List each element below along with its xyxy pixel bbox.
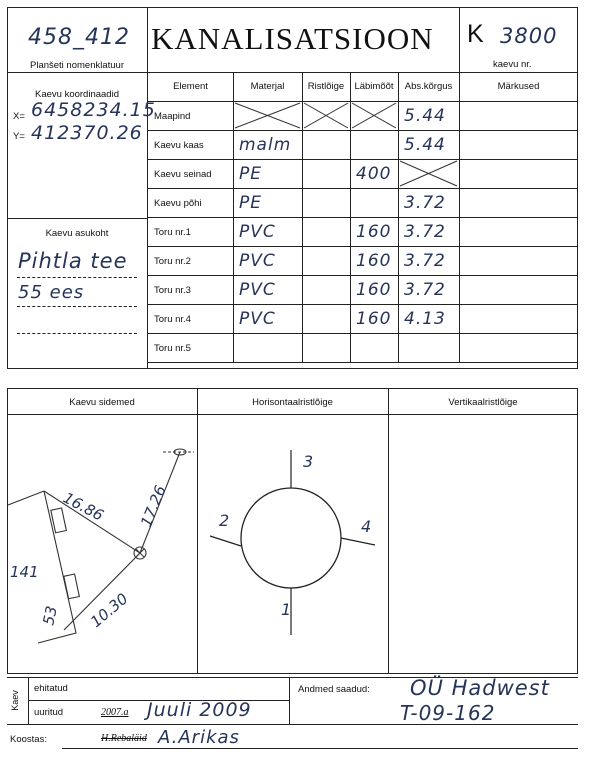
dist1-text: 16.86 (60, 488, 107, 525)
table-cell-diameter: 400 (356, 164, 392, 184)
table-header-5: Märkused (497, 81, 540, 92)
table-header-4: Abs.kõrgus (404, 81, 453, 92)
table-cell-material: PVC (239, 222, 276, 242)
location-label: Kaevu asukoht (45, 228, 109, 239)
table-cell-elevation: 3.72 (404, 280, 446, 300)
table-cell-diameter: 160 (356, 280, 392, 300)
built-label: ehitatud (34, 683, 68, 694)
table-header-3: Läbimõõt (354, 81, 394, 92)
sketch-col1-label: Kaevu sidemed (69, 397, 135, 408)
compiled-hand: A.Arikas (158, 727, 240, 748)
table-cell-material: malm (239, 135, 292, 155)
table-cell-element: Kaevu põhi (154, 198, 202, 209)
data-from-label: Andmed saadud: (298, 684, 370, 695)
coordinate-x-label: X= (13, 111, 25, 122)
dist3-text: 10.30 (87, 589, 132, 632)
manhole-circle (241, 488, 341, 588)
footer-middle-divider (289, 677, 290, 724)
well-label: kaevu nr. (493, 59, 532, 70)
pipe3-text: 3 (303, 452, 314, 471)
pipe1-text: 1 (281, 600, 292, 619)
footer-side-label: Kaev (9, 690, 20, 711)
well-letter: K (467, 20, 484, 48)
table-cell-elevation: 3.72 (404, 193, 446, 213)
table-cell-element: Maapind (154, 111, 191, 122)
table-cell-material: PVC (239, 251, 276, 271)
data-from-line1: OÜ Hadwest (410, 676, 550, 700)
sketch-col2-label: Horisontaalristlõige (252, 397, 333, 408)
surveyed-printed: 2007.a (101, 707, 129, 718)
coordinate-x-value: 6458234.15 (31, 99, 156, 121)
table-header-2: Ristlõige (307, 81, 345, 92)
house-bottom-text: 53 (39, 604, 61, 627)
compiled-line (62, 748, 578, 749)
house-left-text: 141 (10, 563, 39, 581)
sketch-col3-label: Vertikaalristlõige (448, 397, 518, 408)
page-title: KANALISATSIOON (151, 21, 434, 56)
plansheet-number: 458_412 (28, 25, 130, 50)
table-cell-elevation: 3.72 (404, 222, 446, 242)
location-line1: Pihtla tee (18, 249, 128, 273)
table-cell-element: Kaevu seinad (154, 169, 212, 180)
table-cell-element: Toru nr.4 (154, 314, 191, 325)
data-from-line2: T-09-162 (400, 701, 496, 725)
table-cell-diameter: 160 (356, 251, 392, 271)
table-cell-material: PE (239, 193, 262, 213)
coordinates-label: Kaevu koordinaadid (35, 89, 119, 100)
compiled-printed: H.Rebaläid (101, 733, 147, 744)
table-cell-elevation: 5.44 (404, 135, 446, 155)
table-cell-element: Kaevu kaas (154, 140, 204, 151)
table-cell-diameter: 160 (356, 222, 392, 242)
table-cell-element: Toru nr.3 (154, 285, 191, 296)
surveyed-label: uuritud (34, 707, 64, 718)
surveyed-hand: Juuli 2009 (147, 699, 252, 721)
table-cell-element: Toru nr.5 (154, 343, 191, 354)
location-line2: 55 ees (18, 282, 85, 303)
pipe2-text: 2 (219, 511, 230, 530)
table-cell-element: Toru nr.1 (154, 227, 191, 238)
table-cell-elevation: 3.72 (404, 251, 446, 271)
dist2-text: 17.26 (137, 482, 170, 530)
table-cell-material: PE (239, 164, 262, 184)
pipe-stubs (210, 450, 375, 635)
table-cell-material: PVC (239, 280, 276, 300)
plansheet-label: Planšeti nomenklatuur (30, 60, 124, 71)
table-cell-material: PVC (239, 309, 276, 329)
compiled-label: Koostas: (10, 734, 47, 745)
table-cell-elevation: 4.13 (404, 309, 446, 329)
well-number: 3800 (500, 24, 558, 48)
pipe4-text: 4 (361, 517, 372, 536)
table-cell-elevation: 5.44 (404, 106, 446, 126)
table-header-0: Element (173, 81, 208, 92)
table-header-1: Materjal (250, 81, 285, 92)
table-cell-element: Toru nr.2 (154, 256, 191, 267)
table-cell-diameter: 160 (356, 309, 392, 329)
coordinate-y-value: 412370.26 (31, 122, 143, 144)
coordinate-y-label: Y= (13, 131, 25, 142)
